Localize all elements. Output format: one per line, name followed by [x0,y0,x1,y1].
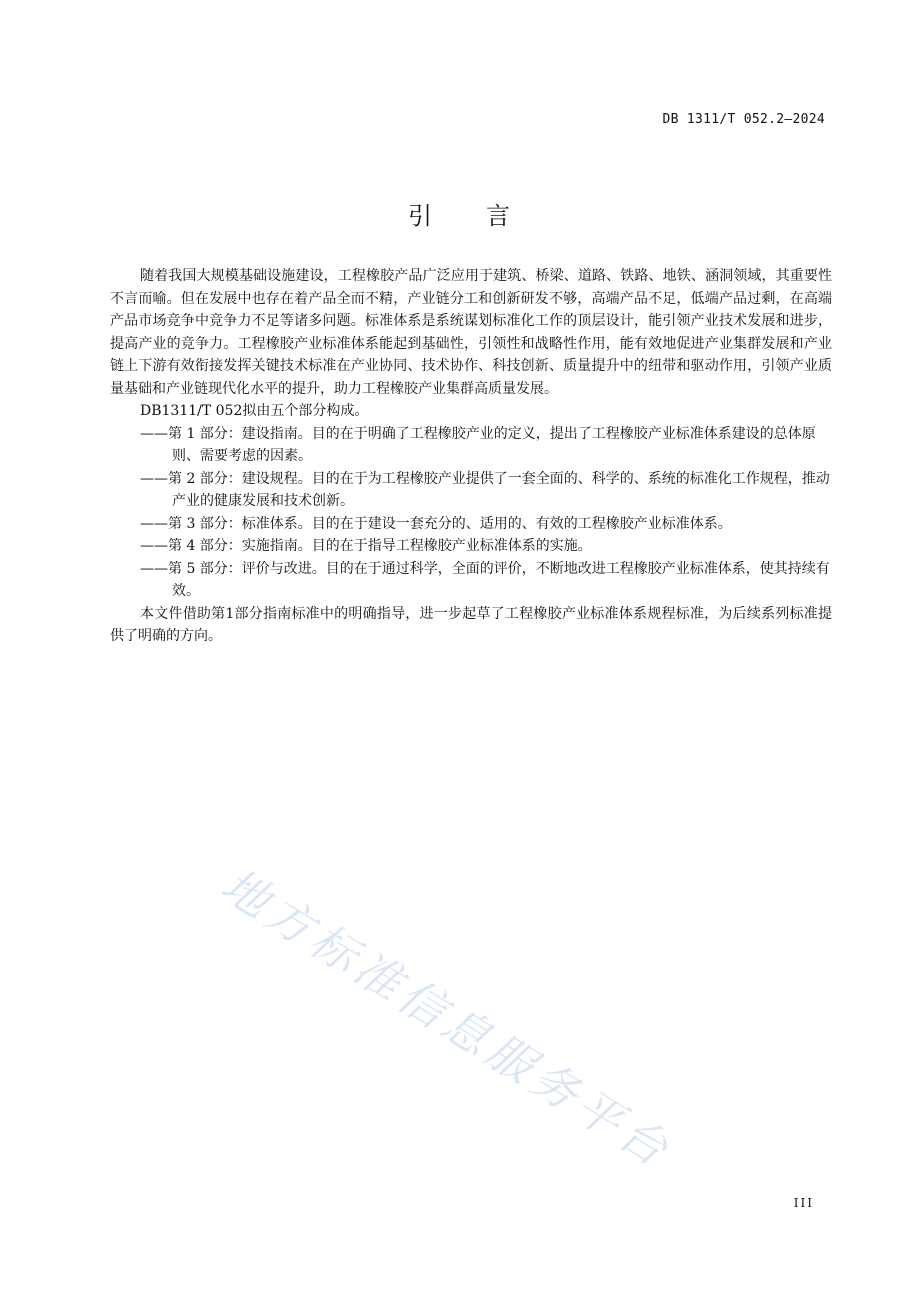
document-code: DB 1311/T 052.2—2024 [662,112,825,127]
part-list-item: ——第 2 部分：建设规程。目的在于为工程橡胶产业提供了一套全面的、科学的、系统的标准化工作规程，推动产业的健康发展和技术创新。 [140,470,830,509]
watermark: 地方标准信息服务平台 [212,857,682,1179]
part-list-item: ——第 1 部分：建设指南。目的在于明确了工程橡胶产业的定义，提出了工程橡胶产业标准体系建设的总体原则、需要考虑的因素。 [140,425,816,464]
introduction-body [110,265,832,648]
intro-paragraph: 随着我国大规模基础设施建设，工程橡胶产品广泛应用于建筑、桥梁、道路、铁路、地铁、涵洞领域，其重要性不言而喻。但在发展中也存在着产品全而不精，产业链分工和创新研发不够，高端产品不足，低端产品过剩，在高端产品市场竞争中竞争力不足等诸多问题。标准体系是系统谋划标准化工作的顶层设计，能引领产业技术发展和进步，提高产业的竞争力。工程橡胶产业标准体系能起到基础性，引领性和战略性作用，能有效地促进产业集群发展和产业链上下游有效衔接发挥关键技术标准在产业协同、技术协作、科技创新、质量提升中的纽带和驱动作用，引领产业质量基础和产业链现代化水平的提升，助力工程橡胶产业集群高质量发展。 [110,268,832,397]
part-list-item: ——第 5 部分：评价与改进。目的在于通过科学，全面的评价，不断地改进工程橡胶产业标准体系，使其持续有效。 [140,560,830,599]
parts-intro-paragraph: DB1311/T 052拟由五个部分构成。 [140,403,369,419]
part-list-item: ——第 3 部分：标准体系。目的在于建设一套充分的、适用的、有效的工程橡胶产业标准体系。 [140,515,732,532]
section-title: 引 言 [408,202,512,230]
page-number: III [793,1196,814,1210]
part-list-item: ——第 4 部分：实施指南。目的在于指导工程橡胶产业标准体系的实施。 [140,538,592,554]
closing-paragraph: 本文件借助第1部分指南标准中的明确指导，进一步起草了工程橡胶产业标准体系规程标准，为后续系列标准提供了明确的方向。 [110,605,832,644]
